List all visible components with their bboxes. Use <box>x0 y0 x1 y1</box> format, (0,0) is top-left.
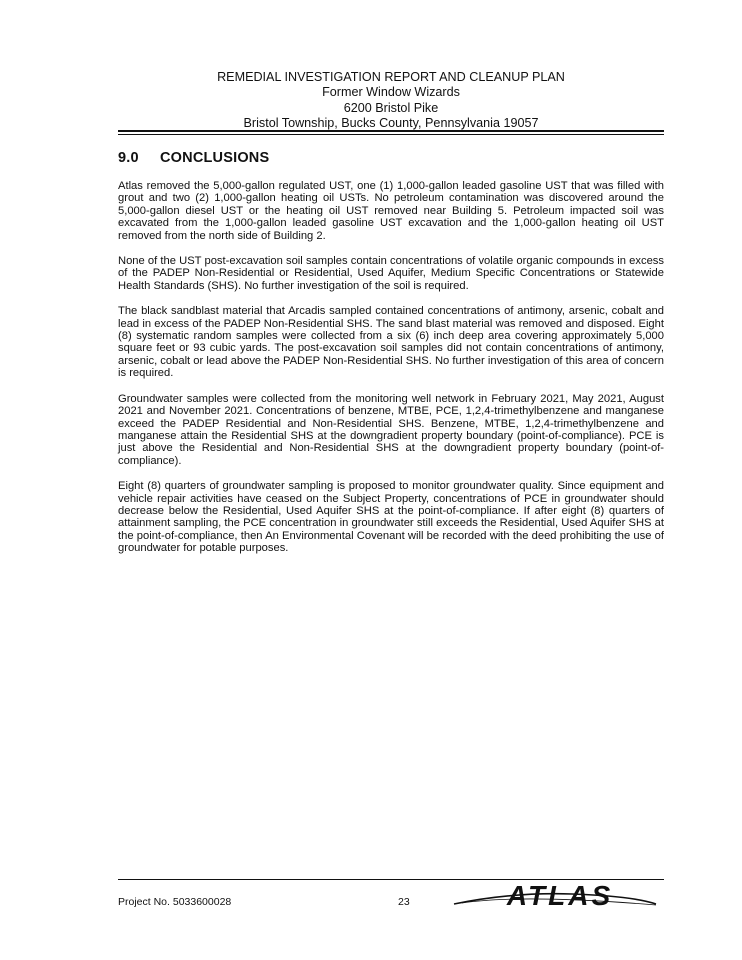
report-header <box>118 70 664 132</box>
paragraph-ust-removal: Atlas removed the 5,000-gallon regulated UST, one (1) 1,000-gallon leaded gasoline UST that was filled with grout and two (2) 1,000-gallon heating oil USTs. No petroleum contamination was discovered around the 5,000-gallon diesel UST or the heating oil UST removed near Building 5. Petroleum impacted soil was excavated from the 1,000-gallon leaded gasoline UST excavation and the 1,000-gallon heating oil UST removed from the north side of Building 2. <box>118 180 664 242</box>
conclusions-body <box>118 180 664 568</box>
page-number: 23 <box>398 896 410 908</box>
report-title: REMEDIAL INVESTIGATION REPORT AND CLEANUP PLAN <box>217 70 565 84</box>
atlas-logo <box>452 880 658 912</box>
paragraph-groundwater: Groundwater samples were collected from the monitoring well network in February 2021, May 2021, August 2021 and November 2021. Concentrations of benzene, MTBE, PCE, 1,2,4-trimethylbenzene and manganese exceed the PADEP Residential and Non-Residential SHS. Benzene, MTBE, 1,2,4-trimethylbenzene and manganese attain the Residential SHS at the downgradient property boundary (point-of-compliance). PCE is just above the Residential and Non-Residential SHS at the downgradient property boundary (point-of-compliance). <box>118 392 664 467</box>
logo-text: ATLAS <box>506 880 614 911</box>
section-title: CONCLUSIONS <box>160 150 270 166</box>
site-name: Former Window Wizards <box>322 85 460 100</box>
header-rule-thick <box>118 130 664 132</box>
paragraph-sampling-plan: Eight (8) quarters of groundwater sampling is proposed to monitor groundwater quality. Since equipment and vehicle repair activities have ceased on the Subject Property, concentrations of PCE in groundwater should decrease below the Residential, Used Aquifer SHS at the point-of-compliance. If after eight (8) quarters of attainment sampling, the PCE concentration in groundwater still exceeds the Residential, Used Aquifer SHS at the point-of-compliance, then An Environmental Covenant will be recorded with the deed prohibiting the use of groundwater for potable purposes. <box>118 480 664 555</box>
section-heading <box>118 150 269 166</box>
section-number: 9.0 <box>118 150 139 166</box>
paragraph-post-excavation: None of the UST post-excavation soil samples contain concentrations of volatile organic compounds in excess of the PADEP Non-Residential or Residential, Used Aquifer, Medium Specific Concentrations or Statewide Health Standards (SHS). No further investigation of the soil is required. <box>118 255 664 292</box>
site-address: 6200 Bristol Pike <box>343 100 439 115</box>
site-location: Bristol Township, Bucks County, Pennsylvania 19057 <box>243 116 539 131</box>
project-number: Project No. 5033600028 <box>118 896 232 908</box>
header-rule-thin <box>118 134 664 135</box>
paragraph-sandblast: The black sandblast material that Arcadis sampled contained concentrations of antimony, arsenic, cobalt and lead in excess of the PADEP Non-Residential SHS. The sand blast material was removed and disposed. Eight (8) systematic random samples were collected from a six (6) inch deep area covering approximately 5,000 square feet or 93 cubic yards. The post-excavation soil samples did not contain concentrations of antimony, arsenic, cobalt or lead above the PADEP Non-Residential SHS. No further investigation of this area of concern is required. <box>118 305 664 380</box>
